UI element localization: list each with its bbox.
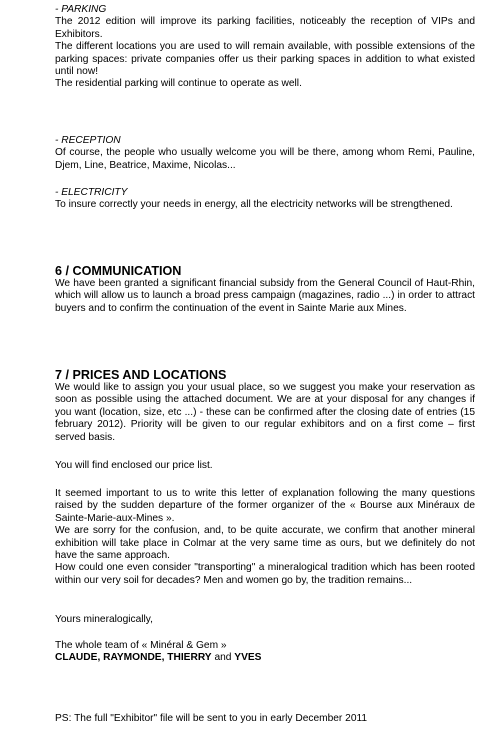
electricity-paragraph: To insure correctly your needs in energy, all the electricity networks will be strengthened.	[55, 199, 453, 211]
prices-paragraph-3: It seemed important to us to write this letter of explanation following the many questions raised by the sudden departure of the former organizer of the « Bourse aux Minéraux de Sainte-Marie-aux-Mines ».	[55, 488, 475, 524]
salutation-text: Yours mineralogically,	[55, 614, 153, 625]
reception-section	[55, 135, 475, 172]
salutation	[55, 614, 475, 626]
communication-paragraph: We have been granted a significant financial subsidy from the General Council of Haut-Rhin, which will allow us to launch a broad press campaign (magazines, radio ...) in order to attract buyers and to confirm the continuation of the event in Sainte Marie aux Mines.	[55, 278, 475, 314]
names-bold-1: CLAUDE, RAYMONDE, THIERRY	[55, 652, 212, 664]
prices-paragraph-1: We would like to assign you your usual place, so we suggest you make your reservation as soon as possible using the attached document. We are at your disposal for any changes if you want (location, size, etc ...) - these can be confirmed after the closing date of entries (15 february 2012). Priority will be given to our regular exhibitors and on a first come – first served basis.	[55, 382, 475, 443]
postscript-text: PS: The full "Exhibitor" file will be sent to you in early December 2011	[55, 713, 368, 724]
reception-heading: - RECEPTION	[55, 135, 121, 146]
explanation-section	[55, 488, 475, 587]
electricity-heading: - ELECTRICITY	[55, 187, 128, 198]
signature-block	[55, 640, 475, 665]
names-and: and	[211, 652, 235, 664]
prices-paragraph-2: You will find enclosed our price list.	[55, 460, 213, 471]
prices-paragraph-5: How could one even consider "transporting" a mineralogical tradition which has been rooted within our very soil for decades? Men and women go by, the tradition remains...	[55, 562, 475, 586]
prices-section	[55, 368, 475, 444]
parking-paragraph-1: The 2012 edition will improve its parking facilities, noticeably the reception of VIPs and Exhibitors.	[55, 16, 475, 40]
price-list-note	[55, 460, 475, 472]
electricity-section	[55, 187, 475, 212]
parking-section	[55, 4, 475, 91]
parking-paragraph-3: The residential parking will continue to operate as well.	[55, 78, 302, 90]
communication-heading: 6 / COMMUNICATION	[55, 264, 182, 278]
names-line	[55, 652, 475, 664]
prices-heading: 7 / PRICES AND LOCATIONS	[55, 368, 227, 382]
reception-paragraph: Of course, the people who usually welcome you will be there, among whom Remi, Pauline, Djem, Line, Beatrice, Maxime, Nicolas...	[55, 147, 475, 171]
names-bold-2: YVES	[234, 652, 262, 664]
team-line: The whole team of « Minéral & Gem »	[55, 640, 227, 651]
communication-section	[55, 264, 475, 315]
postscript	[55, 713, 475, 725]
parking-heading: - PARKING	[55, 4, 107, 15]
parking-paragraph-2: The different locations you are used to will remain available, with possible extensions of the parking spaces: private companies offer us their parking spaces in addition to what existed until now!	[55, 41, 475, 78]
prices-paragraph-4: We are sorry for the confusion, and, to be quite accurate, we confirm that another mineral exhibition will take place in Colmar at the very same time as ours, but we definitely do not have the same approach.	[55, 525, 475, 562]
